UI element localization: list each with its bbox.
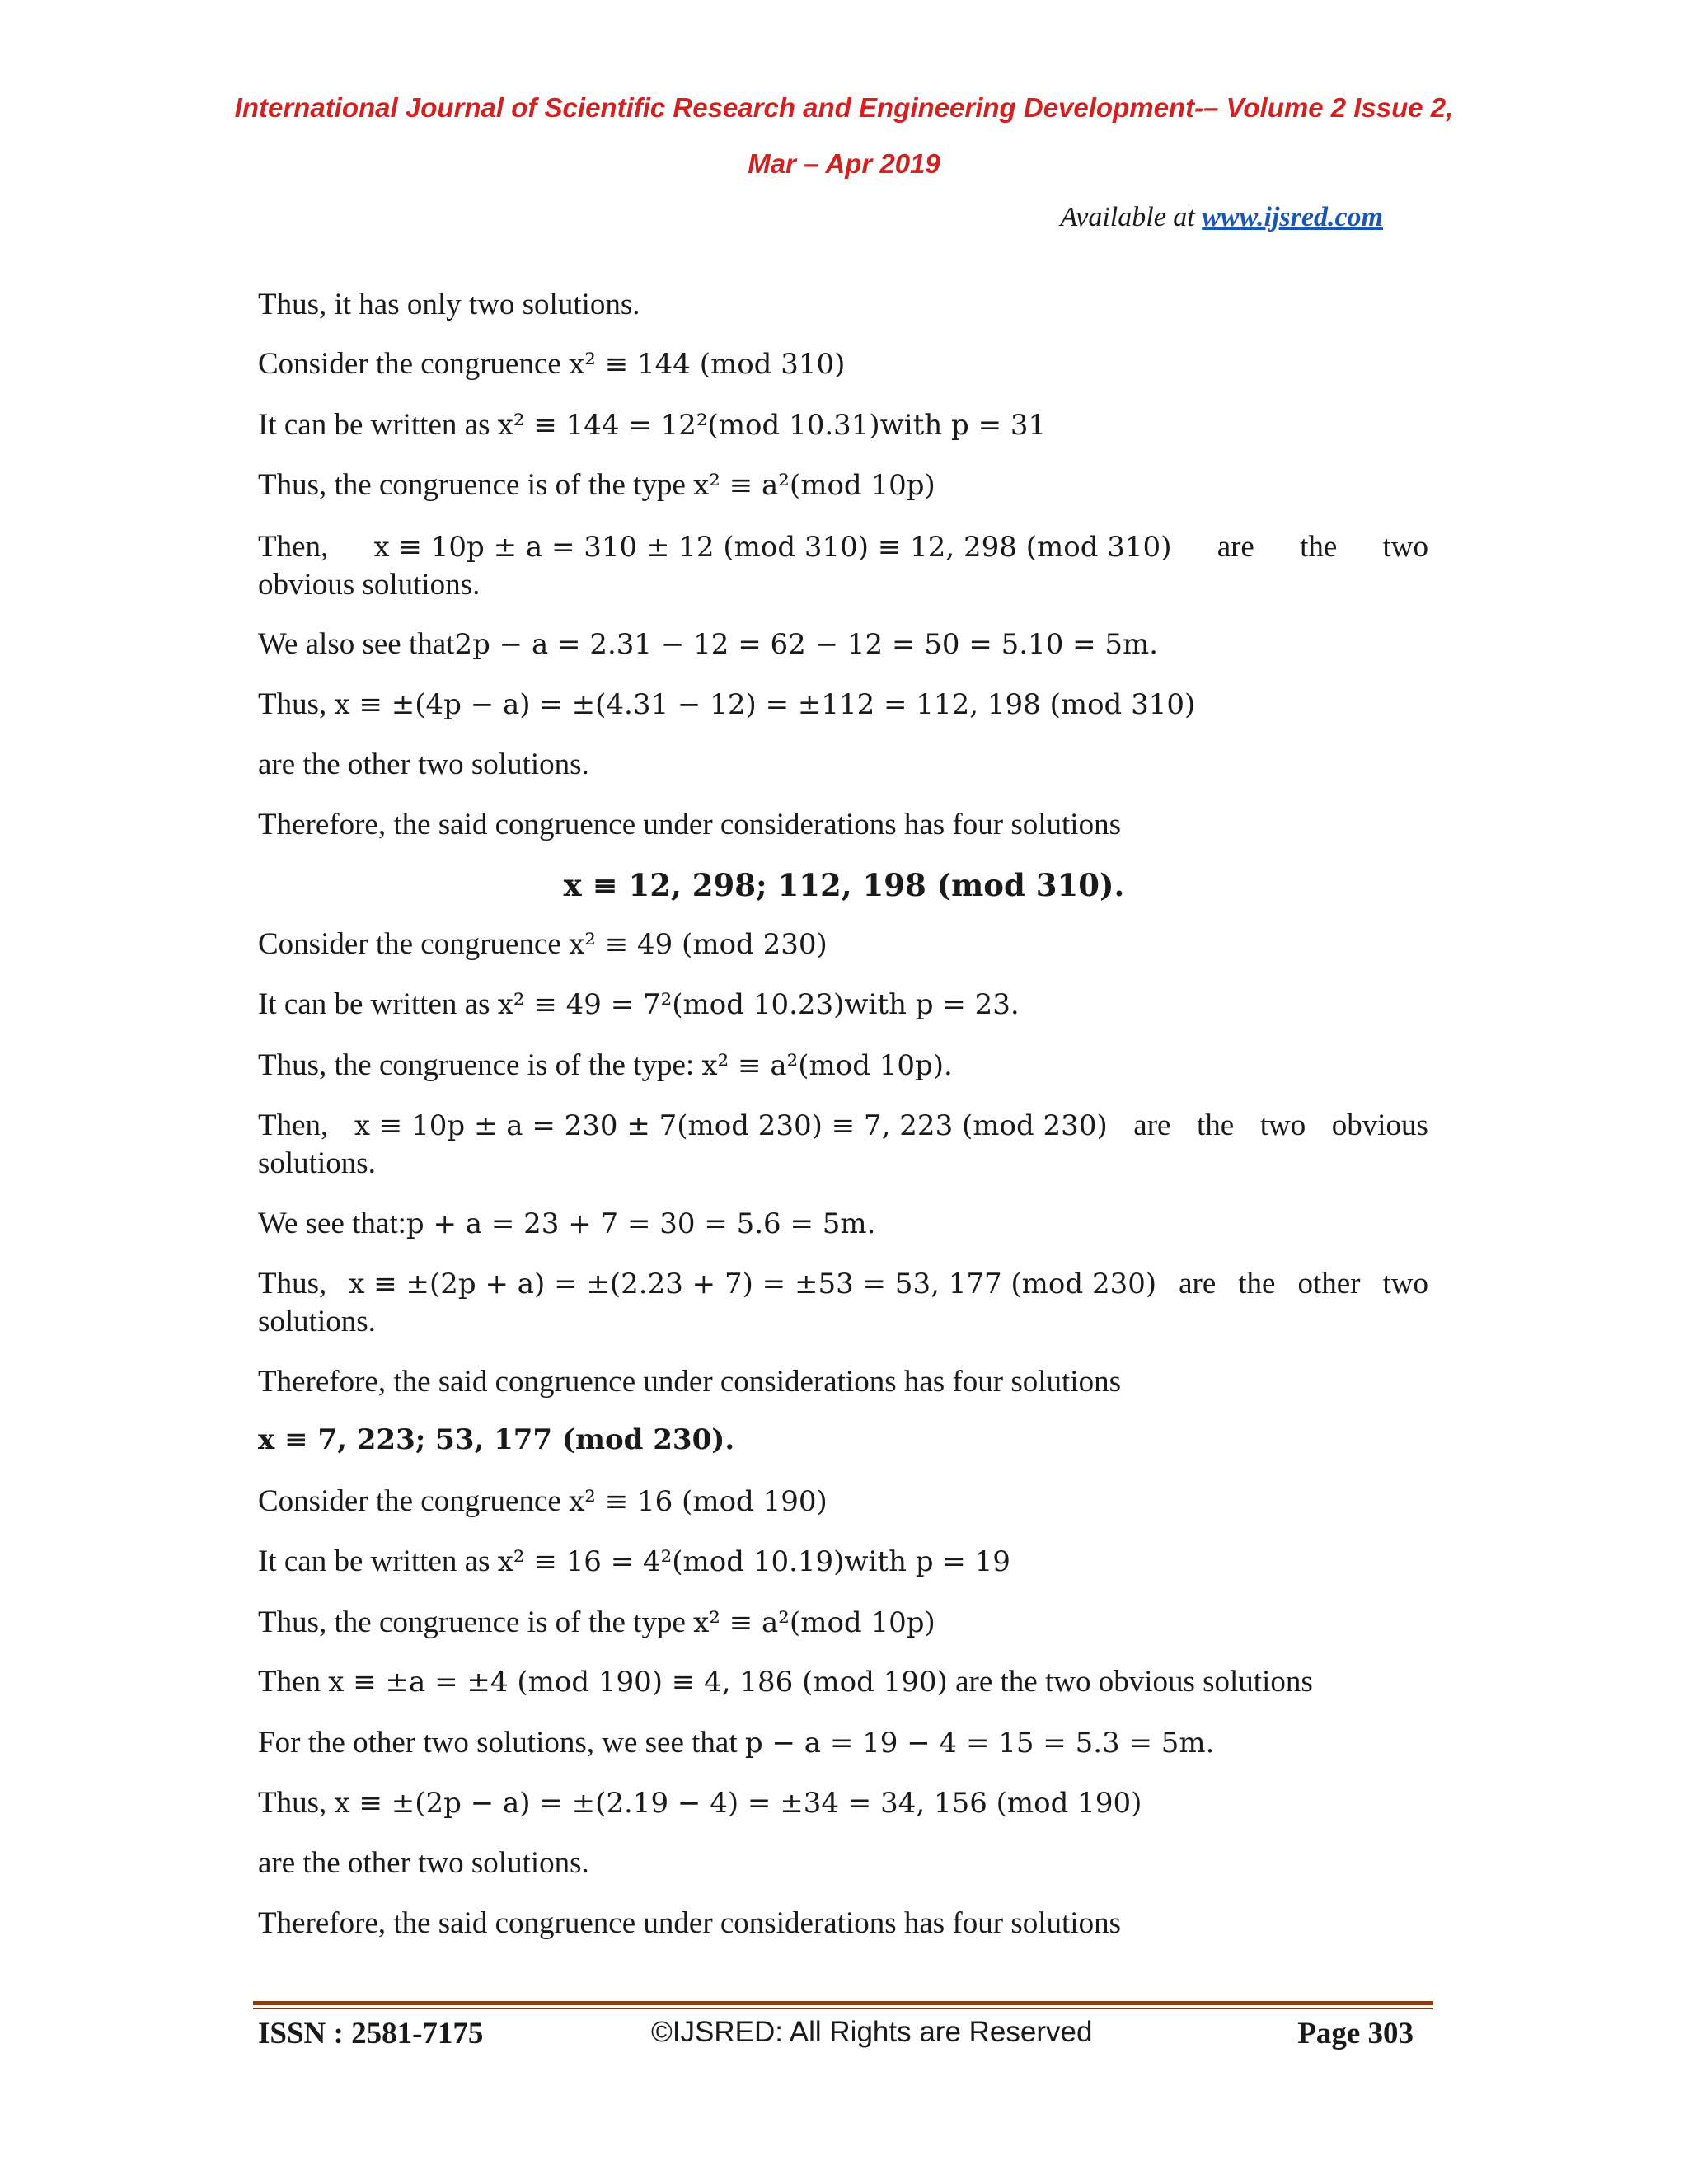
line-text: Then, bbox=[258, 1108, 329, 1142]
text-line bbox=[258, 1483, 828, 1519]
line-text: It can be written as bbox=[258, 987, 498, 1021]
line-text: are bbox=[1133, 1108, 1171, 1142]
text-line: are the other two solutions. bbox=[258, 748, 589, 781]
issn-label: ISSN : 2581-7175 bbox=[258, 2017, 484, 2050]
justified-paragraph bbox=[258, 528, 1428, 604]
line-text: solutions. bbox=[258, 1146, 376, 1180]
math-expression: 2p − a = 2.31 − 12 = 62 − 12 = 50 = 5.10 = 5m. bbox=[454, 628, 1159, 661]
math-expression: x ≡ ±(4p − a) = ±(4.31 − 12) = ±112 = 112, 198 (mod 310) bbox=[334, 688, 1196, 721]
text-line bbox=[258, 1605, 935, 1640]
line-text: Consider the congruence bbox=[258, 347, 570, 381]
line-text: It can be written as bbox=[258, 1544, 498, 1578]
solution-set: x ≡ 7, 223; 53, 177 (mod 230). bbox=[258, 1423, 735, 1456]
text-line: Therefore, the said congruence under considerations has four solutions bbox=[258, 808, 1121, 841]
math-expression: x² ≡ a²(mod 10p). bbox=[701, 1049, 953, 1082]
line-text: For the other two solutions, we see that bbox=[258, 1726, 745, 1760]
math-expression: x² ≡ a²(mod 10p) bbox=[693, 1606, 935, 1639]
line-text: It can be written as bbox=[258, 408, 498, 442]
line-text: Thus, the congruence is of the type bbox=[258, 468, 694, 502]
footer-rule-thin bbox=[253, 2008, 1433, 2009]
journal-title-line1: International Journal of Scientific Research and Engineering Development-– Volume 2 Issue 2, bbox=[234, 92, 1454, 123]
line-text: Thus, the congruence is of the type bbox=[258, 1605, 694, 1639]
line-text: two bbox=[1259, 1108, 1306, 1142]
math-expression: x² ≡ a²(mod 10p) bbox=[693, 469, 935, 502]
line-text: Thus, bbox=[258, 1267, 327, 1301]
justified-paragraph bbox=[258, 1107, 1428, 1183]
line-text: Consider the congruence bbox=[258, 1484, 570, 1518]
line-text: the bbox=[1300, 530, 1338, 564]
math-expression: x ≡ ±(2p + a) = ±(2.23 + 7) = ±53 = 53, 177 (mod 230) bbox=[349, 1268, 1157, 1301]
line-text: solutions. bbox=[258, 1305, 376, 1338]
math-expression: x² ≡ 16 (mod 190) bbox=[569, 1485, 828, 1518]
line-text: two bbox=[1382, 530, 1428, 564]
text-line bbox=[258, 346, 845, 382]
copyright-notice: ©IJSRED: All Rights are Reserved bbox=[651, 2016, 1093, 2048]
available-at-label: Available at bbox=[1060, 202, 1203, 232]
page-number: Page 303 bbox=[1297, 2017, 1414, 2050]
availability-note bbox=[1060, 202, 1383, 233]
line-text: are bbox=[1217, 530, 1254, 564]
math-expression: x ≡ ±(2p − a) = ±(2.19 − 4) = ±34 = 34, 156 (mod 190) bbox=[334, 1787, 1142, 1820]
text-line bbox=[258, 687, 1195, 722]
line-text: the bbox=[1238, 1267, 1276, 1301]
text-line bbox=[258, 1785, 1142, 1821]
math-expression: x² ≡ 144 = 12²(mod 10.31)with p = 31 bbox=[497, 409, 1047, 442]
math-expression: x² ≡ 49 (mod 230) bbox=[569, 928, 828, 961]
line-text: two bbox=[1382, 1267, 1428, 1301]
text-line: Thus, it has only two solutions. bbox=[258, 288, 640, 321]
text-line bbox=[258, 626, 1158, 662]
line-text: Then bbox=[258, 1665, 329, 1699]
math-expression: x ≡ 10p ± a = 310 ± 12 (mod 310) ≡ 12, 298 (mod 310) bbox=[373, 531, 1172, 564]
text-line: Therefore, the said congruence under considerations has four solutions bbox=[258, 1906, 1121, 1940]
text-line bbox=[258, 407, 1046, 443]
line-text: Then, bbox=[258, 530, 329, 564]
line-text: are the two obvious solutions bbox=[947, 1665, 1313, 1699]
line-text: obvious bbox=[1331, 1108, 1428, 1142]
math-expression: x ≡ ±a = ±4 (mod 190) ≡ 4, 186 (mod 190) bbox=[328, 1666, 948, 1699]
footer-rule-thick bbox=[253, 2001, 1433, 2005]
text-line bbox=[258, 1047, 953, 1083]
line-text: are bbox=[1179, 1267, 1217, 1301]
math-expression: x ≡ 10p ± a = 230 ± 7(mod 230) ≡ 7, 223 (mod 230) bbox=[354, 1109, 1108, 1142]
text-line bbox=[258, 926, 828, 962]
text-line bbox=[258, 1664, 1313, 1699]
website-link[interactable]: www.ijsred.com bbox=[1202, 202, 1383, 232]
journal-title-line2: Mar – Apr 2019 bbox=[748, 148, 940, 179]
line-text: We see that: bbox=[258, 1207, 406, 1240]
text-line bbox=[258, 987, 1020, 1022]
line-text: We also see that bbox=[258, 627, 455, 661]
math-expression: p − a = 19 − 4 = 15 = 5.3 = 5m. bbox=[744, 1727, 1215, 1760]
math-expression: x² ≡ 144 (mod 310) bbox=[569, 348, 846, 381]
text-line bbox=[258, 467, 935, 503]
line-text: Thus, bbox=[258, 687, 335, 721]
justified-paragraph bbox=[258, 1265, 1428, 1341]
solution-set: x ≡ 12, 298; 112, 198 (mod 310). bbox=[563, 867, 1125, 903]
text-line bbox=[258, 1544, 1010, 1579]
line-text: Consider the congruence bbox=[258, 927, 570, 961]
line-text: the bbox=[1196, 1108, 1235, 1142]
math-expression: x² ≡ 49 = 7²(mod 10.23)with p = 23. bbox=[497, 988, 1020, 1021]
line-text: Thus, the congruence is of the type: bbox=[258, 1048, 702, 1082]
math-expression: p + a = 23 + 7 = 30 = 5.6 = 5m. bbox=[406, 1207, 876, 1240]
math-expression: x² ≡ 16 = 4²(mod 10.19)with p = 19 bbox=[497, 1545, 1010, 1578]
text-line: are the other two solutions. bbox=[258, 1846, 589, 1880]
line-text: Thus, bbox=[258, 1786, 335, 1820]
text-line bbox=[258, 1725, 1214, 1760]
line-text: obvious solutions. bbox=[258, 568, 481, 602]
text-line bbox=[258, 1206, 875, 1241]
text-line: Therefore, the said congruence under considerations has four solutions bbox=[258, 1365, 1121, 1399]
line-text: other bbox=[1297, 1267, 1361, 1301]
